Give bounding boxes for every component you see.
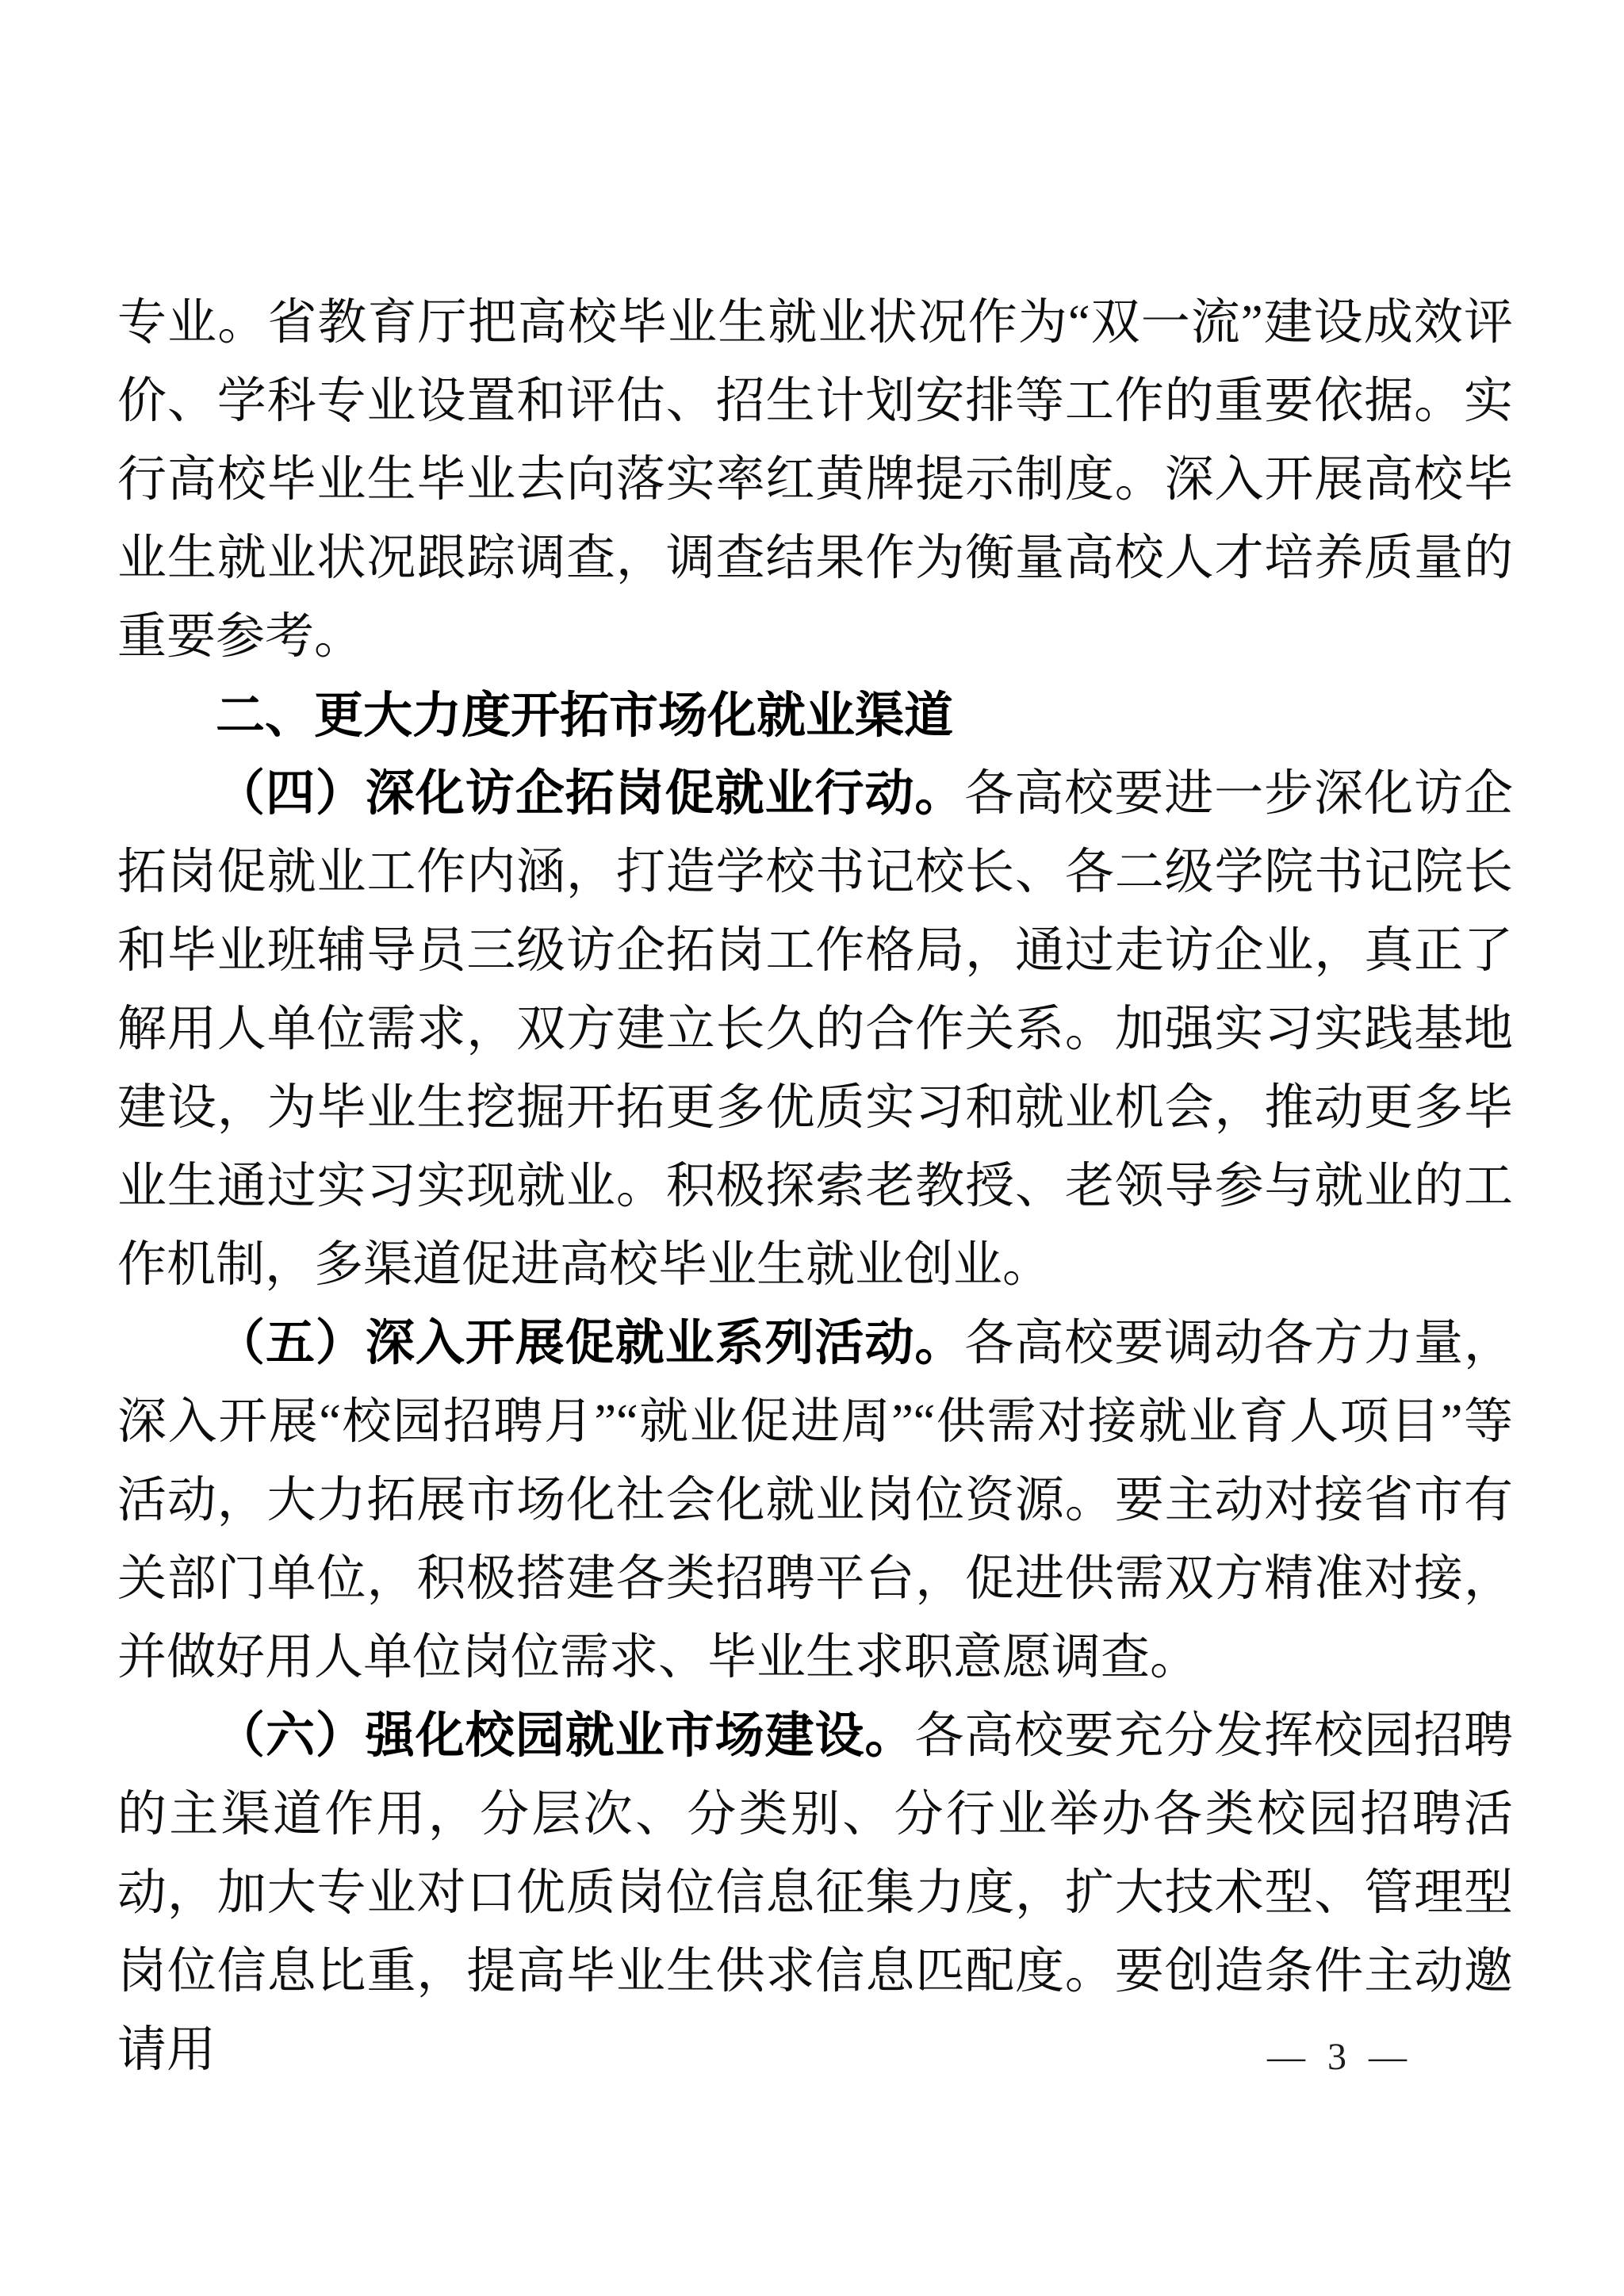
paragraph-item-5-lead: （五）深入开展促就业系列活动。 xyxy=(216,1317,965,1370)
paragraph-item-5-text: 各高校要调动各方力量，深入开展“校园招聘月”“就业促进周”“供需对接就业育人项目”等活动，大力拓展市场化社会化就业岗位资源。要主动对接省市有关部门单位，积极搭建各类招聘平台，促进供需双方精准对接，并做好用人单位岗位需求、毕业生求职意愿调查。 xyxy=(117,1317,1513,1685)
document-body xyxy=(117,284,1513,2090)
paragraph-item-5 xyxy=(117,1305,1513,1697)
page-footer xyxy=(1267,2035,1413,2079)
paragraph-item-6 xyxy=(117,1697,1513,2090)
paragraph-item-4-text: 各高校要进一步深化访企拓岗促就业工作内涵，打造学校书记校长、各二级学院书记院长和毕业班辅导员三级访企拓岗工作格局，通过走访企业，真正了解用人单位需求，双方建立长久的合作关系。加强实习实践基地建设，为毕业生挖掘开拓更多优质实习和就业机会，推动更多毕业生通过实习实现就业。积极探索老教授、老领导参与就业的工作机制，多渠道促进高校毕业生就业创业。 xyxy=(117,767,1513,1292)
paragraph-item-6-text: 各高校要充分发挥校园招聘的主渠道作用，分层次、分类别、分行业举办各类校园招聘活动，加大专业对口优质岗位信息征集力度，扩大技术型、管理型岗位信息比重，提高毕业生供求信息匹配度。要创造条件主动邀请用 xyxy=(117,1709,1513,2077)
section-heading-2: 二、更大力度开拓市场化就业渠道 xyxy=(216,688,954,743)
page-number: — 3 — xyxy=(1267,2036,1413,2078)
paragraph-item-4-lead: （四）深化访企拓岗促就业行动。 xyxy=(216,767,965,821)
paragraph-item-6-lead: （六）强化校园就业市场建设。 xyxy=(216,1709,915,1763)
paragraph-item-4 xyxy=(117,755,1513,1305)
paragraph-continuation: 专业。省教育厅把高校毕业生就业状况作为“双一流”建设成效评价、学科专业设置和评估、招生计划安排等工作的重要依据。实行高校毕业生毕业去向落实率红黄牌提示制度。深入开展高校毕业生就业状况跟踪调查，调查结果作为衡量高校人才培养质量的重要参考。 xyxy=(117,296,1513,664)
